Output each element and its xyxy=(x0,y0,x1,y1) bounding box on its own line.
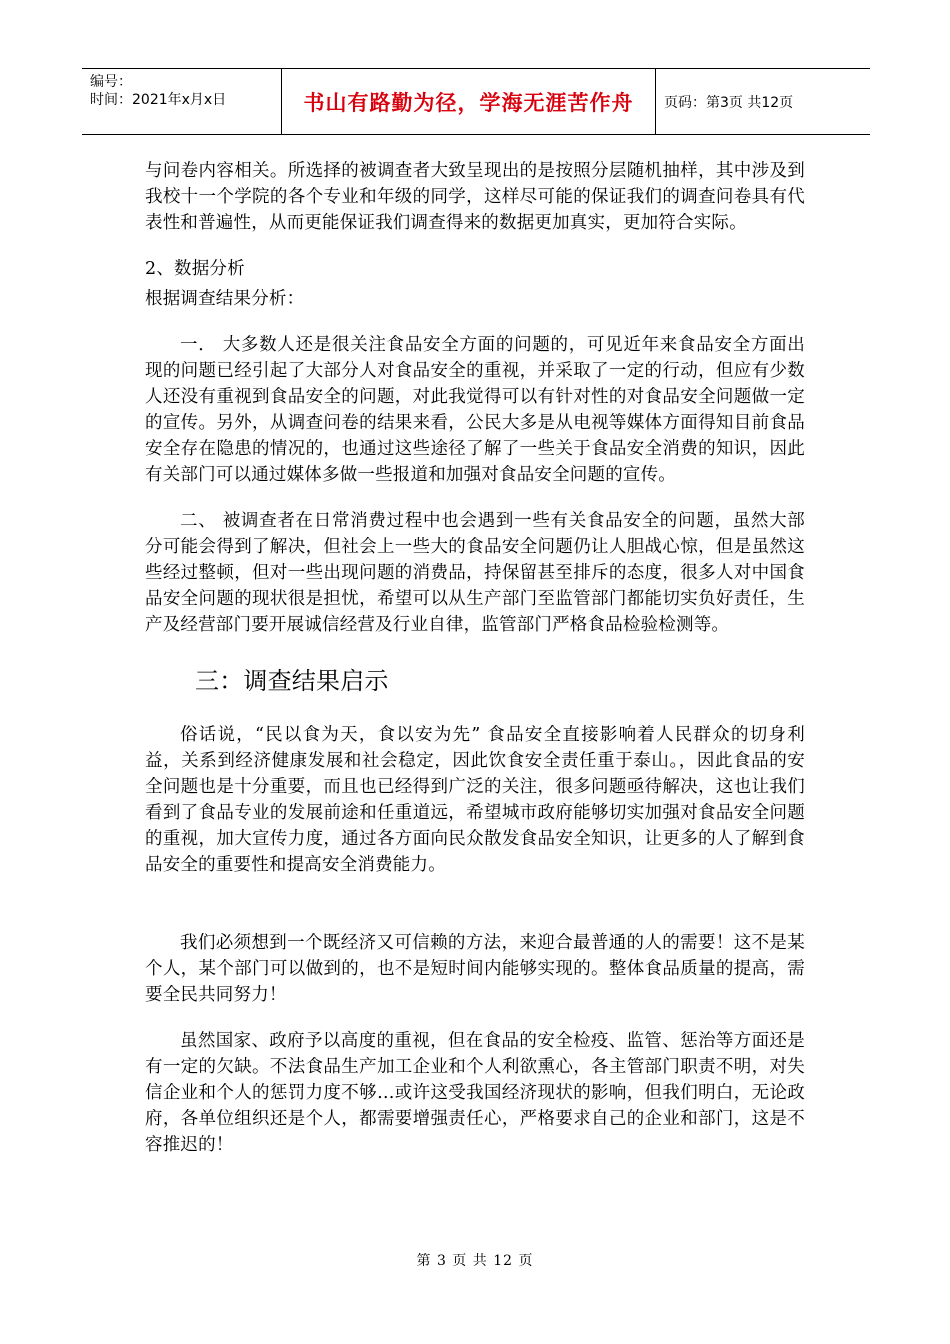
page-footer: 第 3 页 共 12 页 xyxy=(416,1253,534,1269)
page-header xyxy=(82,68,870,135)
header-meta xyxy=(82,69,282,134)
paragraph-insight-3: 虽然国家、政府予以高度的重视，但在食品的安全检疫、监管、惩治等方面还是有一定的欠缺。不法食品生产加工企业和个人利欲熏心，各主管部门职责不明，对失信企业和个人的惩罚力度不够…或许这受我国经济现状的影响，但我们明白，无论政府，各单位组织还是个人，都需要增强责任心，严格要求自己的企业和部门，这是不容推迟的！ xyxy=(145,1031,805,1155)
document-date-label: 时间：2021年x月x日 xyxy=(90,92,227,108)
paragraph-survey-sampling: 与问卷内容相关。所选择的被调查者大致呈现出的是按照分层随机抽样，其中涉及到我校十一个学院的各个专业和年级的同学，这样尽可能的保证我们的调查问卷具有代表性和普遍性，从而更能保证我们调查得来的数据更加真实，更加符合实际。 xyxy=(145,161,805,233)
header-page-info: 页码：第3页 共12页 xyxy=(664,94,794,111)
analysis-point-1: 一． 大多数人还是很关注食品安全方面的问题的，可见近年来食品安全方面出现的问题已经引起了大部分人对食品安全的重视，并采取了一定的行动，但应有少数人还没有重视到食品安全的问题，对此我觉得可以有针对性的对食品安全问题做一定的宣传。另外，从调查问卷的结果来看，公民大多是从电视等媒体方面得知目前食品安全存在隐患的情况的，也通过这些途径了解了一些关于食品安全消费的知识，因此有关部门可以通过媒体多做一些报道和加强对食品安全问题的宣传。 xyxy=(145,335,805,485)
paragraph-insight-1: 俗话说，“民以食为天，食以安为先” 食品安全直接影响着人民群众的切身利益，关系到经济健康发展和社会稳定，因此饮食安全责任重于泰山。，因此食品的安全问题也是十分重要，而且也已经得到广泛的关注，很多问题亟待解决，这也让我们看到了食品专业的发展前途和任重道远，希望城市政府能够切实加强对食品安全问题的重视，加大宣传力度，通过各方面向民众散发食品安全知识，让更多的人了解到食品安全的重要性和提高安全消费能力。 xyxy=(145,725,805,875)
section-title-data-analysis: 2、数据分析 xyxy=(145,259,245,279)
document-number-label: 编号： xyxy=(90,74,132,90)
header-motto: 书山有路勤为径，学海无涯苦作舟 xyxy=(282,69,656,134)
section-heading-insights: 三：调查结果启示 xyxy=(195,667,389,695)
analysis-point-2: 二、 被调查者在日常消费过程中也会遇到一些有关食品安全的问题，虽然大部分可能会得到了解决，但社会上一些大的食品安全问题仍让人胆战心惊，但是虽然这些经过整顿，但对一些出现问题的消费品，持保留甚至排斥的态度，很多人对中国食品安全问题的现状很是担忧，希望可以从生产部门至监管部门都能切实负好责任，生产及经营部门要开展诚信经营及行业自律，监管部门严格食品检验检测等。 xyxy=(145,511,805,635)
paragraph-insight-2: 我们必须想到一个既经济又可信赖的方法，来迎合最普通的人的需要！这不是某个人，某个部门可以做到的，也不是短时间内能够实现的。整体食品质量的提高，需要全民共同努力！ xyxy=(145,933,805,1005)
document-body xyxy=(145,158,805,1158)
analysis-intro: 根据调查结果分析： xyxy=(145,289,305,309)
